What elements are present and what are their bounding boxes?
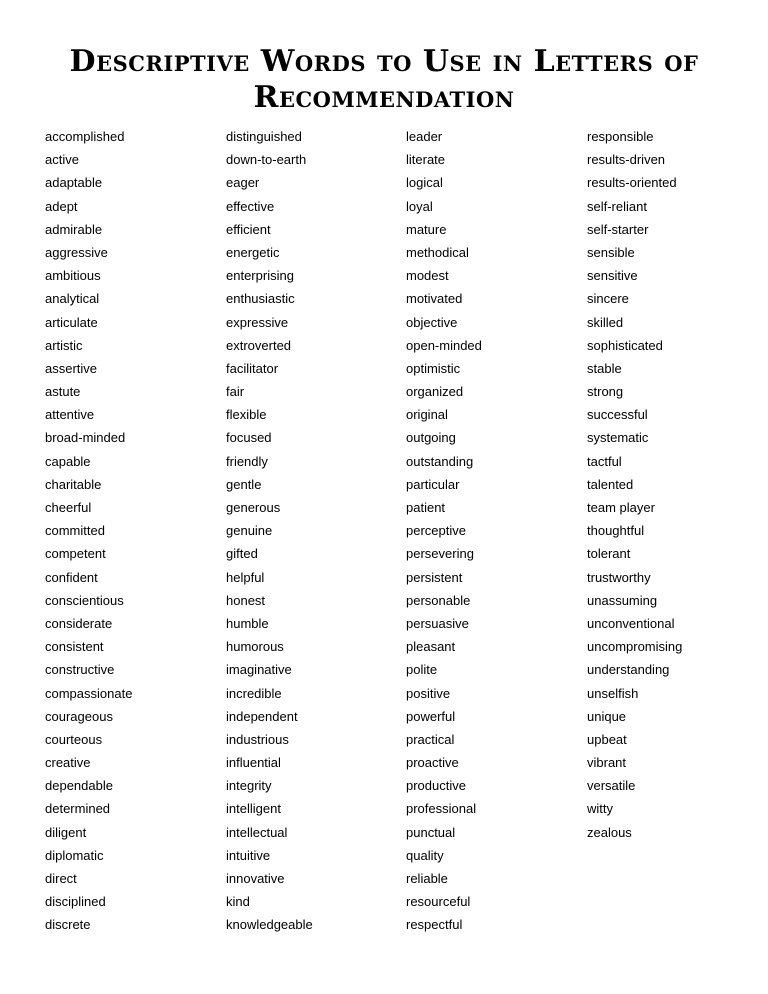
word-item: versatile [587, 778, 636, 794]
word-item: unique [587, 708, 627, 724]
word-item: eager [226, 175, 260, 191]
word-item: thoughtful [587, 523, 645, 539]
word-item: systematic [587, 430, 649, 446]
word-item: diligent [45, 824, 87, 840]
word-item: kind [226, 894, 250, 910]
page-title [0, 44, 768, 116]
word-column-4 [587, 125, 682, 844]
word-item: mature [406, 221, 447, 237]
word-item: knowledgeable [226, 917, 313, 933]
word-column-3 [406, 125, 482, 937]
word-item: outgoing [406, 430, 456, 446]
word-item: gifted [226, 546, 258, 562]
word-item: pleasant [406, 639, 456, 655]
word-item: ambitious [45, 268, 101, 284]
word-item: assertive [45, 360, 98, 376]
word-item: intelligent [226, 801, 281, 817]
word-item: sophisticated [587, 337, 663, 353]
word-item: logical [406, 175, 443, 191]
word-item: disciplined [45, 894, 106, 910]
word-item: adept [45, 198, 78, 214]
word-item: compassionate [45, 685, 133, 701]
word-item: influential [226, 755, 281, 771]
word-item: patient [406, 500, 446, 515]
word-item: uncompromising [587, 639, 683, 655]
word-item: industrious [226, 731, 289, 747]
word-item: analytical [45, 291, 100, 307]
word-item: persevering [406, 546, 474, 562]
word-item: articulate [45, 314, 98, 330]
word-item: discrete [45, 917, 91, 933]
word-item: intellectual [226, 824, 288, 840]
word-item: humble [226, 615, 269, 631]
word-item: loyal [406, 198, 433, 214]
word-item: effective [226, 198, 275, 214]
word-item: polite [406, 662, 438, 678]
word-item: witty [587, 801, 613, 817]
word-item: gentle [226, 476, 262, 492]
word-item: skilled [587, 314, 624, 330]
word-item: active [45, 152, 79, 168]
word-item: motivated [406, 291, 463, 307]
word-item: generous [226, 500, 281, 515]
word-item: responsible [587, 129, 654, 144]
word-item: charitable [45, 476, 102, 492]
word-item: results-driven [587, 152, 666, 168]
word-item: aggressive [45, 244, 108, 260]
word-item: friendly [226, 453, 268, 469]
word-item: committed [45, 523, 105, 539]
word-item: quality [406, 847, 444, 863]
word-item: perceptive [406, 523, 466, 539]
word-item: results-oriented [587, 175, 677, 191]
word-item: unconventional [587, 615, 675, 631]
word-item: adaptable [45, 175, 103, 191]
word-item: understanding [587, 662, 670, 678]
word-item: honest [226, 592, 266, 608]
word-item: genuine [226, 523, 273, 539]
word-item: methodical [406, 244, 469, 260]
word-item: optimistic [406, 360, 461, 376]
word-item: accomplished [45, 129, 125, 144]
word-item: trustworthy [587, 569, 651, 585]
word-columns [0, 125, 768, 945]
word-item: outstanding [406, 453, 474, 469]
word-item: efficient [226, 221, 271, 237]
word-item: cheerful [45, 500, 92, 515]
word-item: self-reliant [587, 198, 647, 214]
word-item: enterprising [226, 268, 294, 284]
word-item: powerful [406, 708, 456, 724]
word-item: team player [587, 500, 655, 515]
word-item: organized [406, 384, 464, 400]
word-item: professional [406, 801, 477, 817]
word-item: direct [45, 871, 77, 886]
word-item: creative [45, 755, 91, 771]
word-item: independent [226, 708, 298, 724]
word-item: persuasive [406, 615, 469, 631]
word-item: integrity [226, 778, 272, 794]
word-item: reliable [406, 871, 448, 886]
word-item: resourceful [406, 894, 471, 910]
word-item: enthusiastic [226, 291, 295, 307]
word-item: persistent [406, 569, 463, 585]
word-item: competent [45, 546, 106, 562]
word-item: courteous [45, 731, 103, 747]
word-item: successful [587, 407, 648, 423]
word-item: modest [406, 268, 449, 284]
word-item: broad-minded [45, 430, 126, 446]
word-item: personable [406, 592, 471, 608]
word-column-1 [45, 125, 132, 937]
word-item: facilitator [226, 360, 279, 376]
word-item: productive [406, 778, 466, 794]
word-item: tolerant [587, 546, 631, 562]
word-item: objective [406, 314, 458, 330]
word-item: capable [45, 453, 91, 469]
word-item: admirable [45, 221, 103, 237]
word-item: sincere [587, 291, 629, 307]
word-item: talented [587, 476, 634, 492]
word-item: constructive [45, 662, 115, 678]
word-item: focused [226, 430, 272, 446]
word-item: helpful [226, 569, 265, 585]
word-item: upbeat [587, 731, 627, 747]
word-item: dependable [45, 778, 113, 794]
word-item: incredible [226, 685, 282, 701]
word-item: open-minded [406, 337, 482, 353]
word-item: leader [406, 129, 443, 144]
word-item: humorous [226, 639, 284, 655]
word-item: zealous [587, 824, 632, 840]
word-item: stable [587, 360, 622, 376]
word-item: attentive [45, 407, 95, 423]
word-item: intuitive [226, 847, 271, 863]
word-item: considerate [45, 615, 113, 631]
word-item: self-starter [587, 221, 649, 237]
word-item: innovative [226, 871, 285, 886]
word-item: respectful [406, 917, 463, 933]
word-item: strong [587, 384, 624, 400]
word-item: unselfish [587, 685, 639, 701]
word-item: vibrant [587, 755, 627, 771]
word-item: consistent [45, 639, 104, 655]
word-item: confident [45, 569, 98, 585]
page-title-line-2: Recommendation [253, 80, 515, 115]
word-item: sensible [587, 244, 635, 260]
word-item: fair [226, 384, 245, 400]
word-item: positive [406, 685, 451, 701]
word-item: original [406, 407, 448, 423]
word-item: imaginative [226, 662, 292, 678]
page-title-line-1: Descriptive Words to Use in Letters of [69, 44, 699, 79]
word-item: extroverted [226, 337, 292, 353]
word-item: flexible [226, 407, 267, 423]
word-item: energetic [226, 244, 280, 260]
word-item: conscientious [45, 592, 124, 608]
word-item: astute [45, 384, 81, 400]
word-item: unassuming [587, 592, 658, 608]
word-item: literate [406, 152, 446, 168]
word-item: particular [406, 476, 460, 492]
word-item: punctual [406, 824, 456, 840]
word-item: practical [406, 731, 455, 747]
word-item: determined [45, 801, 111, 817]
word-item: sensitive [587, 268, 638, 284]
word-item: distinguished [226, 129, 302, 144]
word-item: proactive [406, 755, 459, 771]
word-item: courageous [45, 708, 113, 724]
word-item: expressive [226, 314, 289, 330]
word-column-2 [226, 125, 313, 937]
word-item: down-to-earth [226, 152, 307, 168]
word-item: diplomatic [45, 847, 104, 863]
word-item: artistic [45, 337, 83, 353]
word-item: tactful [587, 453, 622, 469]
